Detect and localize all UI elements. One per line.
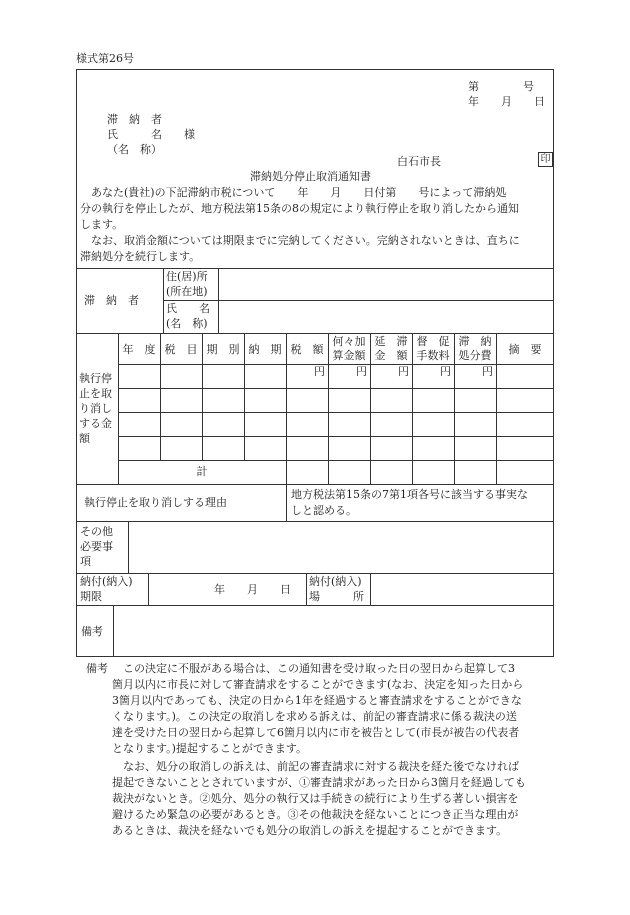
footnote-line: 避けるため緊急の必要があるとき。③その他裁決を経ないことにつき正当な理由が bbox=[112, 808, 519, 821]
taxpayer-name-label: (名 称) bbox=[166, 317, 208, 330]
footnote-line: 達を受けた日の翌日から起算して6箇月以内に市を被告として(市長が被告の代表者 bbox=[112, 726, 520, 739]
addressee-corporate-label: （名 称） bbox=[107, 143, 162, 156]
footnote-line: あるときは、裁決を経ないでも処分の取消しの訴えを提起することができます。 bbox=[112, 824, 508, 837]
body-text-line: します。 bbox=[80, 218, 124, 231]
header-year: 年 度 bbox=[122, 343, 156, 356]
footnote-line: この決定に不服がある場合は、この通知書を受け取った日の翌日から起算して3 bbox=[123, 662, 515, 675]
total-label: 計 bbox=[196, 465, 208, 478]
header-collection-fee: 手数料 bbox=[416, 349, 450, 362]
footnote-line: くなります。)。この決定の取消しを求める訴えは、前記の審査請求に係る裁決の送 bbox=[112, 710, 517, 723]
footnote-line: なお、処分の取消しの訴えは、前記の審査請求に対する裁決を経た後でなければ bbox=[123, 760, 519, 773]
addressee-title: 滞 納 者 bbox=[107, 113, 162, 126]
header-collection-fee: 督 促 bbox=[416, 335, 450, 348]
issuer-name: 白石市長 bbox=[397, 155, 441, 168]
header-additional: 何々加 bbox=[332, 335, 366, 348]
footnote-line: 箇月以内に市長に対して審査請求をすることができます(なお、決定を知った日から bbox=[112, 678, 524, 691]
header-delinquency: 金 額 bbox=[374, 349, 408, 362]
header-disposition-cost: 滞 納 bbox=[458, 335, 492, 348]
yen-unit: 円 bbox=[482, 365, 493, 378]
header-tax-amount: 税 額 bbox=[290, 343, 324, 356]
reason-text: 地方税法第15条の7第1項各号に該当する事実な bbox=[291, 488, 528, 501]
addressee-name-label: 氏 名 様 bbox=[107, 128, 195, 141]
taxpayer-address-label: (所在地) bbox=[166, 285, 208, 298]
issue-date-label: 年 月 日 bbox=[468, 95, 545, 108]
amount-section-label: 執行停 bbox=[79, 372, 112, 385]
footnote-line: 裁決がないとき。②処分、処分の執行又は手続きの続行により生ずる著しい損害を bbox=[112, 792, 519, 805]
document-number-label: 第 号 bbox=[468, 80, 534, 93]
body-text-line: なお、取消金額については期限までに完納してください。完納されないときは、直ちに bbox=[91, 234, 520, 247]
document-title: 滞納処分停止取消通知書 bbox=[250, 170, 371, 183]
footnote-line: となります。)提起することができます。 bbox=[112, 742, 308, 755]
body-text-line: あなた(貴社)の下記滞納市税について 年 月 日付第 号によって滞納処 bbox=[91, 186, 507, 199]
header-period: 期 別 bbox=[206, 343, 240, 356]
yen-unit: 円 bbox=[440, 365, 451, 378]
taxpayer-name-label: 氏 名 bbox=[166, 302, 210, 315]
header-due-date: 納 期 bbox=[248, 343, 282, 356]
reason-text: しと認める。 bbox=[291, 504, 357, 517]
yen-unit: 円 bbox=[314, 365, 325, 378]
payment-place-label: 場 所 bbox=[309, 590, 364, 603]
amount-section-label: り消し bbox=[79, 402, 112, 415]
payment-deadline-label: 期限 bbox=[80, 590, 102, 603]
memo-label: 備考 bbox=[81, 625, 103, 638]
amount-section-label: する金 bbox=[79, 417, 112, 430]
other-items-label: 必要事 bbox=[80, 540, 113, 553]
payment-place-label: 納付(納入) bbox=[309, 575, 362, 588]
header-disposition-cost: 処分費 bbox=[458, 349, 492, 362]
yen-unit: 円 bbox=[398, 365, 409, 378]
taxpayer-label: 滞 納 者 bbox=[84, 294, 139, 307]
amount-section-label: 止を取 bbox=[79, 387, 112, 400]
body-text-line: 滞納処分を続行します。 bbox=[80, 250, 201, 263]
form-number: 様式第26号 bbox=[76, 52, 134, 65]
footnote-line: 提起できないこととされていますが、①審査請求があった日から3箇月を経過しても bbox=[112, 776, 526, 789]
body-text-line: 分の執行を停止したが、地方税法第15条の8の規定により執行停止を取り消したから通知 bbox=[80, 202, 519, 215]
payment-date-label: 年 月 日 bbox=[214, 583, 291, 596]
header-tax-item: 税 目 bbox=[164, 343, 198, 356]
footnote-heading: 備考 bbox=[86, 662, 108, 675]
other-items-label: その他 bbox=[80, 525, 113, 538]
other-items-label: 項 bbox=[80, 555, 91, 568]
header-delinquency: 延 滞 bbox=[374, 335, 408, 348]
header-additional: 算金額 bbox=[332, 349, 366, 362]
yen-unit: 円 bbox=[356, 365, 367, 378]
footnote-line: 3箇月以内であっても、決定の日から1年を経過すると審査請求をすることができな bbox=[112, 694, 522, 707]
form-frame bbox=[76, 69, 554, 657]
seal-stamp: 印 bbox=[538, 152, 553, 167]
header-remarks: 摘 要 bbox=[508, 343, 542, 356]
payment-deadline-label: 納付(納入) bbox=[80, 575, 133, 588]
reason-label: 執行停止を取り消しする理由 bbox=[84, 496, 227, 509]
taxpayer-address-label: 住(居)所 bbox=[166, 270, 208, 283]
amount-section-label: 額 bbox=[79, 432, 90, 445]
